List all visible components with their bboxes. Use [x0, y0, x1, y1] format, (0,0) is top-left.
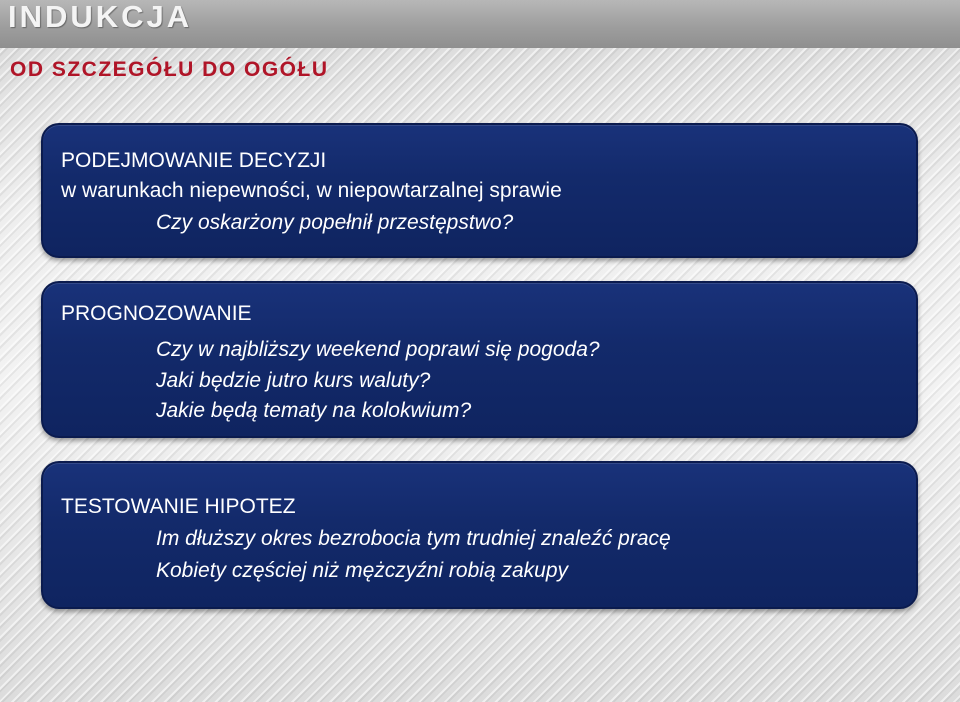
panel-heading: PROGNOZOWANIE [61, 302, 252, 325]
page-title: INDUKCJA [8, 0, 193, 34]
panel-line: w warunkach niepewności, w niepowtarzalnej sprawie [61, 179, 562, 202]
panel-line: Czy oskarżony popełnił przestępstwo? [156, 211, 514, 234]
title-bar [0, 0, 960, 48]
panel-decision-making [41, 123, 918, 258]
panel-line: Kobiety częściej niż mężczyźni robią zakupy [156, 559, 569, 582]
panel-line: Jakie będą tematy na kolokwium? [156, 399, 472, 422]
panel-line: Jaki będzie jutro kurs waluty? [156, 369, 431, 392]
panel-heading: TESTOWANIE HIPOTEZ [61, 495, 296, 518]
panel-line: Im dłuższy okres bezrobocia tym trudniej znaleźć pracę [156, 527, 671, 550]
panel-hypothesis-testing [41, 461, 918, 609]
panel-heading: PODEJMOWANIE DECYZJI [61, 149, 327, 172]
page-subtitle: OD SZCZEGÓŁU DO OGÓŁU [10, 58, 329, 81]
panel-line: Czy w najbliższy weekend poprawi się pogoda? [156, 338, 600, 361]
panel-forecasting [41, 281, 918, 438]
